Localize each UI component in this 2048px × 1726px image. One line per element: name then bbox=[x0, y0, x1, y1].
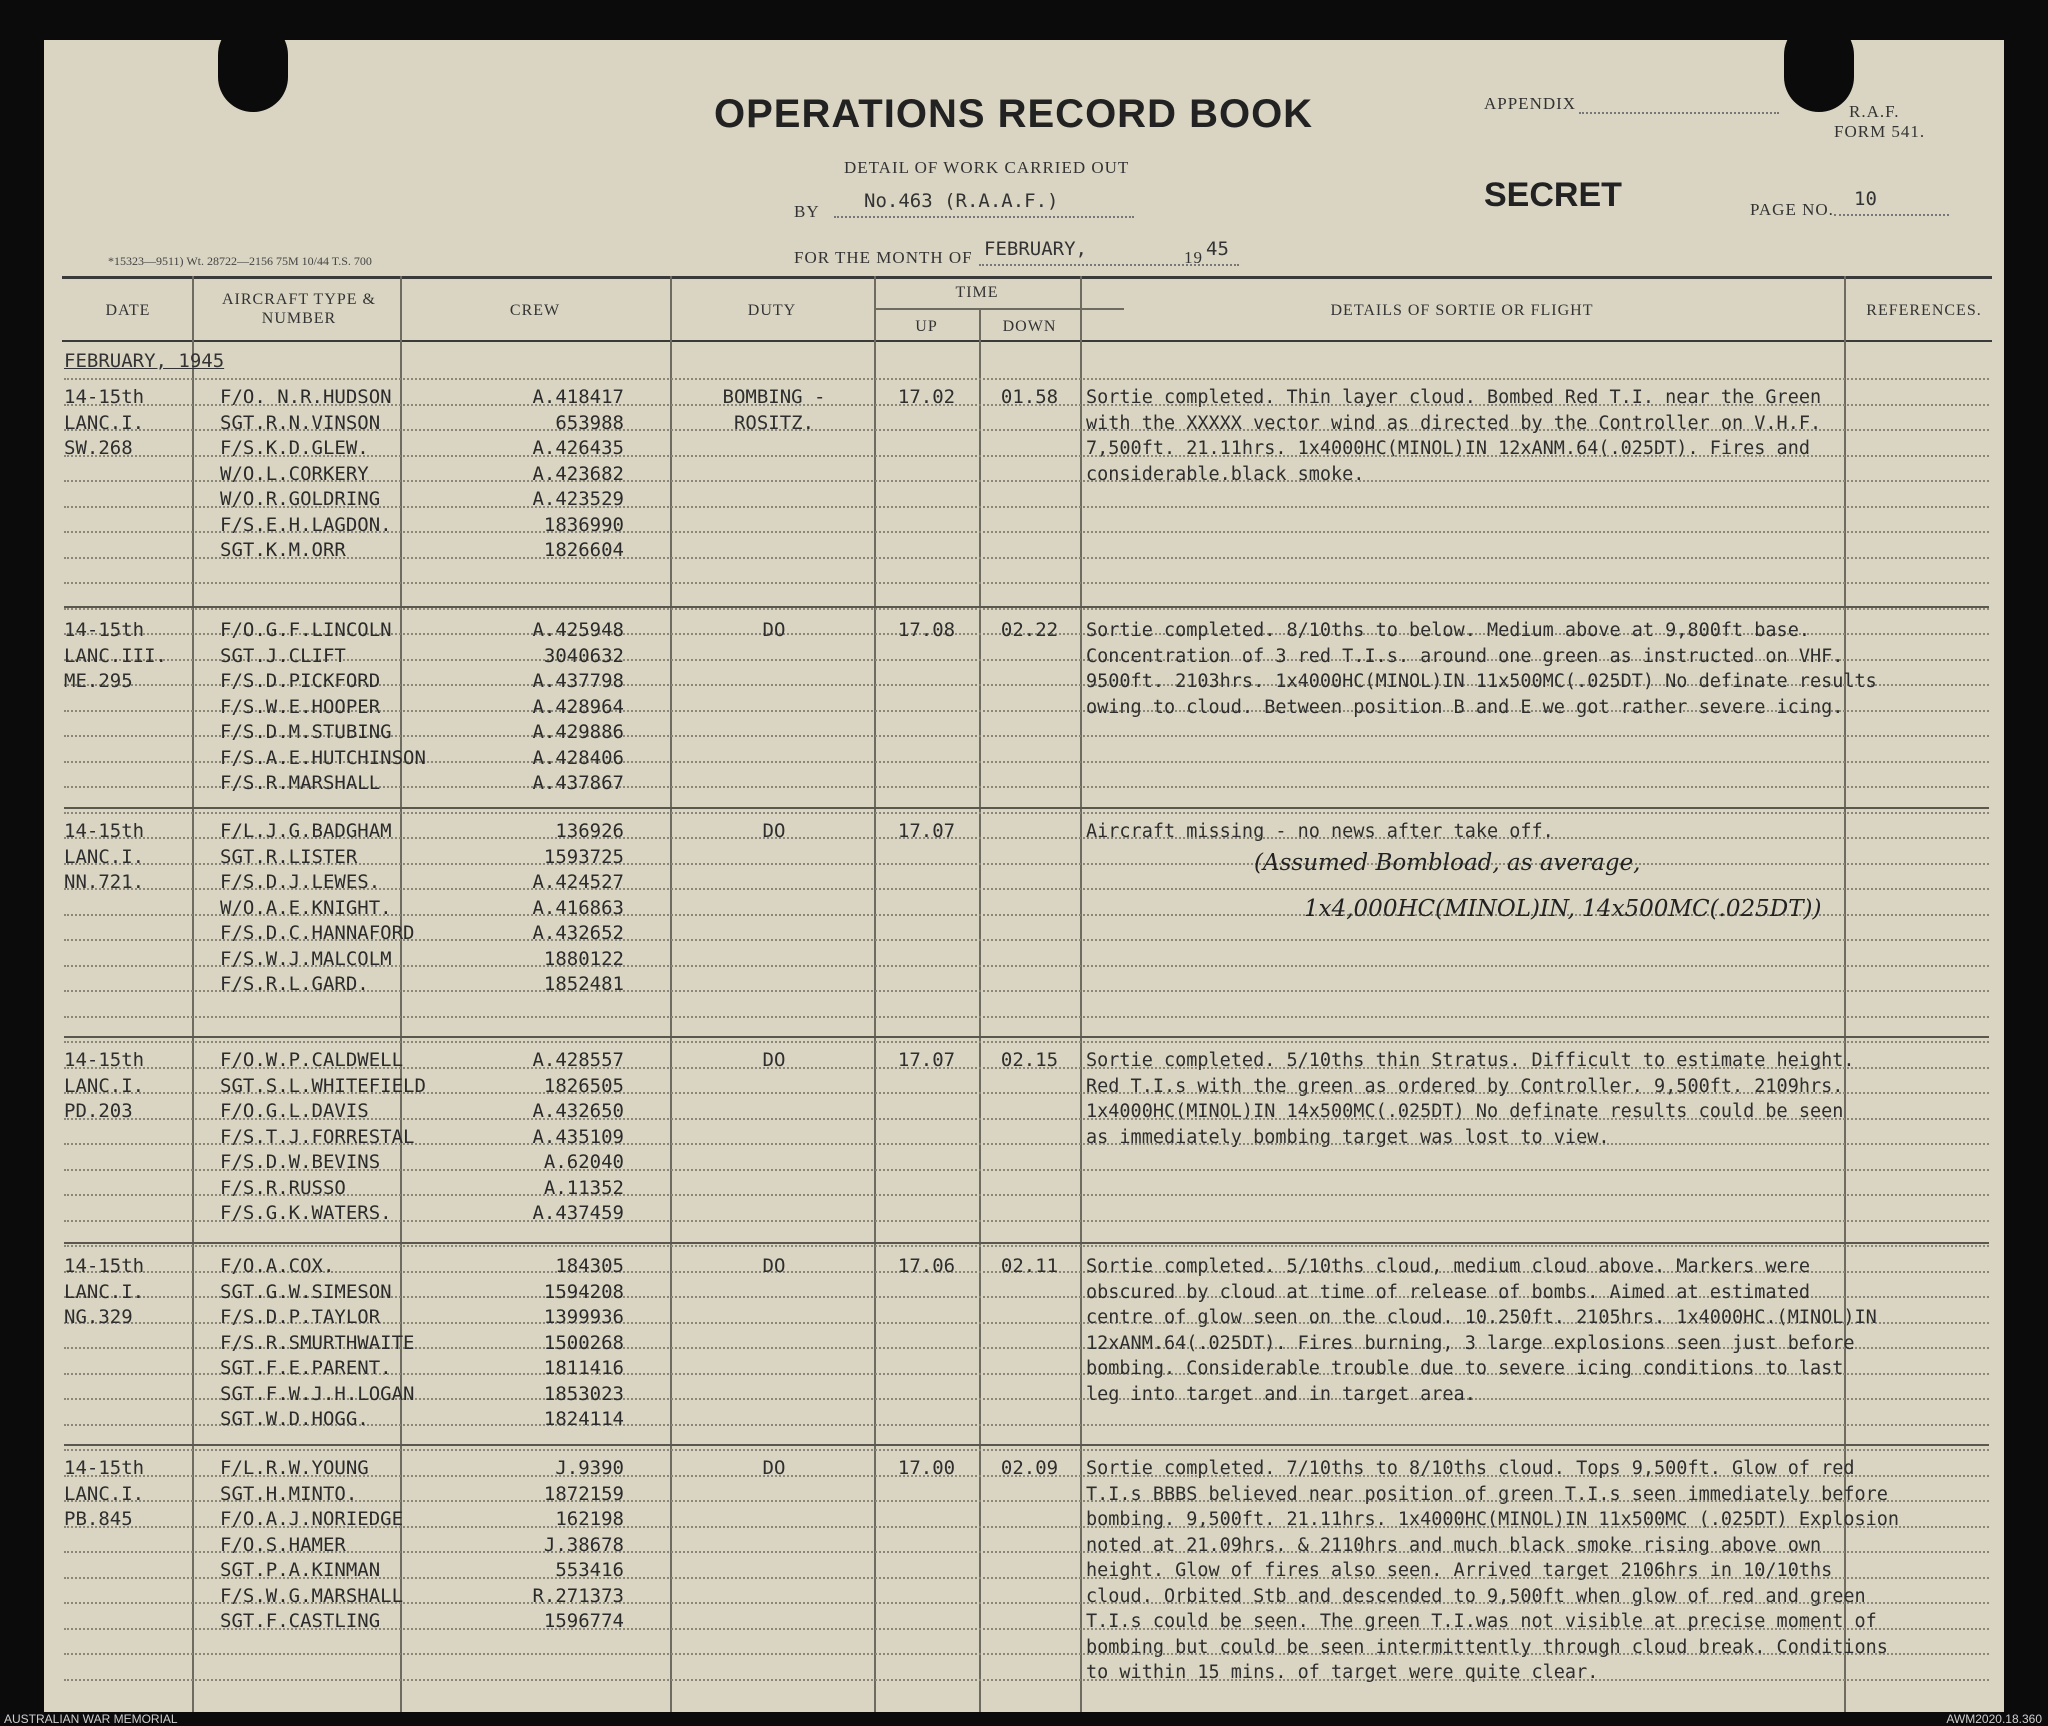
crew-member-name: F/S.D.J.LEWES. bbox=[220, 871, 381, 893]
time-down: 02.15 bbox=[1000, 1049, 1059, 1071]
footer-right: AWM2020.18.360 bbox=[1946, 1712, 2042, 1726]
col-divider-crew bbox=[670, 276, 672, 1712]
entry-aircraft-type: LANC.I. bbox=[64, 1280, 145, 1303]
crew-member-name: F/O.G.L.DAVIS bbox=[220, 1100, 369, 1122]
print-reference: *15323—9511) Wt. 28722—2156 75M 10/44 T.S. 700 bbox=[108, 254, 372, 268]
crew-member-name: W/O.R.GOLDRING bbox=[220, 488, 381, 510]
page-number: 10 bbox=[1854, 188, 1877, 210]
crew-member-number: 1880122 bbox=[543, 947, 624, 970]
col-divider-aircraft bbox=[400, 276, 402, 1712]
sortie-detail-line: Concentration of 3 red T.I.s. around one green as instructed on VHF. bbox=[1086, 645, 1844, 667]
sortie-detail-line: 1x4000HC(MINOL)IN 14x500MC(.025DT) No definate results could be seen bbox=[1086, 1101, 1844, 1122]
crew-member-number: 1826505 bbox=[543, 1074, 624, 1097]
ruled-line bbox=[64, 1245, 1989, 1247]
crew-member-number: A.437798 bbox=[532, 670, 624, 692]
record-sheet bbox=[44, 40, 2004, 1712]
sortie-detail-line: cloud. Orbited Stb and descended to 9,500ft when glow of red and green bbox=[1086, 1585, 1866, 1607]
entry-aircraft-number: NG.329 bbox=[64, 1306, 133, 1328]
crew-member-name: F/S.D.C.HANNAFORD bbox=[220, 922, 415, 944]
sortie-detail-line: Sortie completed. Thin layer cloud. Bombed Red T.I. near the Green bbox=[1086, 387, 1822, 408]
entry-date: 14-15th bbox=[64, 619, 145, 641]
crew-member-name: SGT.W.D.HOGG. bbox=[220, 1408, 369, 1430]
ruled-line bbox=[64, 812, 1989, 814]
crew-member-name: SGT.F.CASTLING bbox=[220, 1610, 381, 1632]
crew-member-number: 1596774 bbox=[543, 1610, 624, 1632]
entry-aircraft-type: LANC.I. bbox=[64, 845, 145, 868]
crew-member-name: F/O.A.J.NORIEDGE bbox=[220, 1508, 404, 1530]
crew-member-number: A.424527 bbox=[532, 871, 624, 893]
crew-member-name: F/S.W.J.MALCOLM bbox=[220, 947, 392, 970]
table-header-rule bbox=[62, 340, 1992, 342]
ruled-line bbox=[64, 1679, 1989, 1681]
sortie-detail-line: centre of glow seen on the cloud. 10.250ft. 2105hrs. 1x4000HC.(MINOL)IN bbox=[1086, 1307, 1877, 1328]
crew-member-number: A.432652 bbox=[532, 922, 624, 944]
entry-date: 14-15th bbox=[64, 386, 145, 408]
binder-hole-right bbox=[1784, 40, 1854, 112]
sortie-detail-line: to within 15 mins. of target were quite clear. bbox=[1086, 1662, 1599, 1683]
crew-member-name: F/S.R.SMURTHWAITE bbox=[220, 1331, 415, 1354]
crew-member-number: 1852481 bbox=[543, 973, 624, 995]
crew-member-name: F/S.D.P.TAYLOR bbox=[220, 1306, 381, 1328]
crew-member-number: 184305 bbox=[555, 1255, 624, 1277]
time-up: 17.00 bbox=[897, 1457, 956, 1479]
sortie-detail-line: considerable.black smoke. bbox=[1086, 463, 1365, 485]
col-header-aircraft: AIRCRAFT TYPE & NUMBER bbox=[222, 291, 376, 327]
entry-separator bbox=[64, 1242, 1989, 1244]
crew-member-number: 1593725 bbox=[543, 845, 624, 868]
page-line bbox=[1834, 214, 1949, 216]
crew-member-number: J.9390 bbox=[555, 1457, 624, 1479]
crew-member-number: A.428964 bbox=[532, 695, 624, 718]
sortie-detail-line: noted at 21.09hrs. & 2110hrs and much black smoke rising above own bbox=[1086, 1534, 1822, 1556]
col-header-duty: DUTY bbox=[747, 302, 797, 319]
crew-member-number: R.271373 bbox=[532, 1584, 624, 1607]
time-down: 01.58 bbox=[1000, 386, 1059, 408]
squadron-number: No.463 (R.A.A.F.) bbox=[864, 190, 1059, 212]
by-label: BY bbox=[794, 202, 820, 221]
crew-member-name: SGT.R.N.VINSON bbox=[220, 411, 381, 434]
col-header-references: REFERENCES. bbox=[1866, 302, 1982, 319]
month-label: FOR THE MONTH OF bbox=[794, 248, 973, 267]
col-header-crew: CREW bbox=[509, 302, 561, 319]
crew-member-name: SGT.H.MINTO. bbox=[220, 1482, 358, 1505]
sortie-detail-line: leg into target and in target area. bbox=[1086, 1383, 1476, 1405]
crew-member-name: F/S.R.L.GARD. bbox=[220, 973, 369, 995]
handwritten-note: 1x4,000HC(MINOL)IN, 14x500MC(.025DT)) bbox=[1304, 896, 1822, 922]
col-header-up: UP bbox=[915, 318, 938, 335]
by-line bbox=[834, 216, 1134, 218]
year-value: 45 bbox=[1206, 238, 1229, 260]
crew-member-number: J.38678 bbox=[543, 1533, 624, 1556]
entry-aircraft-number: PB.845 bbox=[64, 1508, 133, 1530]
crew-member-number: A.428406 bbox=[532, 746, 624, 769]
duty-text: ROSITZ. bbox=[733, 411, 815, 434]
time-up: 17.07 bbox=[897, 1049, 956, 1071]
duty-text: DO bbox=[762, 1457, 786, 1479]
appendix-label: APPENDIX bbox=[1484, 94, 1577, 113]
ruled-line bbox=[64, 1194, 1989, 1196]
sortie-detail-line: bombing but could be seen intermittently through cloud break. Conditions bbox=[1086, 1636, 1888, 1658]
crew-member-name: F/S.W.G.MARSHALL bbox=[220, 1584, 404, 1607]
month-heading: FEBRUARY, 1945 bbox=[64, 350, 225, 372]
col-divider-date bbox=[192, 276, 194, 1712]
crew-member-number: A.437867 bbox=[532, 772, 624, 794]
handwritten-note: (Assumed Bombload, as average, bbox=[1254, 850, 1641, 876]
crew-member-number: 162198 bbox=[555, 1508, 624, 1530]
crew-member-number: A.423529 bbox=[532, 488, 624, 510]
page-label: PAGE NO. bbox=[1750, 200, 1834, 219]
time-up: 17.07 bbox=[897, 820, 956, 842]
crew-member-name: W/O.L.CORKERY bbox=[220, 462, 369, 485]
col-header-time: TIME bbox=[955, 284, 999, 301]
sortie-detail-line: as immediately bombing target was lost to view. bbox=[1086, 1126, 1610, 1148]
crew-member-name: SGT.P.A.KINMAN bbox=[220, 1559, 381, 1581]
crew-member-name: F/S.W.E.HOOPER bbox=[220, 695, 381, 718]
page-title: OPERATIONS RECORD BOOK bbox=[714, 92, 1314, 136]
entry-separator bbox=[64, 1036, 1989, 1038]
form-ref-1: R.A.F. bbox=[1849, 102, 1900, 121]
crew-member-number: A.432650 bbox=[532, 1100, 624, 1122]
entry-aircraft-number: NN.721. bbox=[64, 871, 145, 893]
footer-left: AUSTRALIAN WAR MEMORIAL bbox=[4, 1712, 178, 1726]
ruled-line bbox=[64, 557, 1989, 559]
crew-member-name: F/S.G.K.WATERS. bbox=[220, 1202, 392, 1224]
crew-member-name: F/S.R.RUSSO bbox=[220, 1176, 346, 1199]
duty-text: DO bbox=[762, 619, 786, 641]
table-top-rule bbox=[62, 276, 1992, 279]
crew-member-name: W/O.A.E.KNIGHT. bbox=[220, 896, 392, 919]
crew-member-name: SGT.S.L.WHITEFIELD bbox=[220, 1074, 426, 1097]
crew-member-name: F/O.S.HAMER bbox=[220, 1533, 346, 1556]
time-up: 17.02 bbox=[897, 386, 956, 408]
time-down: 02.11 bbox=[1000, 1255, 1059, 1277]
entry-aircraft-type: LANC.I. bbox=[64, 1482, 145, 1505]
ruled-line bbox=[64, 1449, 1989, 1451]
sortie-detail-line: height. Glow of fires also seen. Arrived target 2106hrs in 10/10ths bbox=[1086, 1560, 1833, 1581]
crew-member-name: F/O.A.COX. bbox=[220, 1255, 335, 1277]
time-down: 02.09 bbox=[1000, 1457, 1059, 1479]
year-prefix: 19 bbox=[1184, 248, 1203, 267]
crew-member-name: F/S.E.H.LAGDON. bbox=[220, 513, 392, 536]
entry-date: 14-15th bbox=[64, 1049, 145, 1071]
crew-member-number: 1811416 bbox=[543, 1357, 624, 1379]
crew-member-number: A.416863 bbox=[532, 896, 624, 919]
entry-aircraft-number: ME.295 bbox=[64, 670, 133, 692]
crew-member-number: 1826604 bbox=[543, 539, 624, 561]
crew-member-number: A.429886 bbox=[532, 721, 624, 743]
crew-member-name: F/L.R.W.YOUNG bbox=[220, 1457, 369, 1479]
ruled-line bbox=[64, 1041, 1989, 1043]
duty-text: DO bbox=[762, 820, 786, 842]
col-header-down: DOWN bbox=[1002, 318, 1057, 335]
crew-member-name: SGT.F.E.PARENT. bbox=[220, 1357, 392, 1379]
entry-aircraft-type: LANC.III. bbox=[64, 644, 167, 667]
ruled-line bbox=[64, 378, 1989, 380]
crew-member-number: 553416 bbox=[555, 1559, 624, 1581]
entry-aircraft-number: SW.268 bbox=[64, 437, 133, 459]
crew-member-number: 1853023 bbox=[543, 1382, 624, 1405]
sortie-detail-line: T.I.s could be seen. The green T.I.was not visible at precise moment of bbox=[1086, 1611, 1877, 1632]
entry-separator bbox=[64, 1444, 1989, 1446]
crew-member-name: F/S.R.MARSHALL bbox=[220, 772, 381, 794]
crew-member-name: F/S.K.D.GLEW. bbox=[220, 437, 369, 459]
sortie-detail-line: bombing. Considerable trouble due to severe icing conditions to last bbox=[1086, 1358, 1844, 1379]
sortie-detail-line: T.I.s BBBS believed near position of green T.I.s seen immediately before bbox=[1086, 1483, 1888, 1505]
binder-hole-left bbox=[218, 40, 288, 112]
month-value: FEBRUARY, bbox=[984, 238, 1087, 260]
sortie-detail-line: 7,500ft. 21.11hrs. 1x4000HC(MINOL)IN 12xANM.64(.025DT). Fires and bbox=[1086, 438, 1810, 459]
duty-text: DO bbox=[762, 1049, 786, 1071]
crew-member-number: 1500268 bbox=[543, 1331, 624, 1354]
duty-text: DO bbox=[762, 1255, 786, 1277]
sortie-detail-line: owing to cloud. Between position B and E we got rather severe icing. bbox=[1086, 696, 1844, 718]
crew-member-number: 3040632 bbox=[543, 644, 624, 667]
time-up: 17.08 bbox=[897, 619, 956, 641]
crew-member-name: SGT.J.CLIFT bbox=[220, 644, 346, 667]
entry-aircraft-type: LANC.I. bbox=[64, 411, 145, 434]
ruled-line bbox=[64, 1016, 1989, 1018]
crew-member-number: 1399936 bbox=[543, 1306, 624, 1328]
crew-member-number: A.426435 bbox=[532, 437, 624, 459]
crew-member-number: A.11352 bbox=[543, 1176, 624, 1199]
crew-member-name: F/S.T.J.FORRESTAL bbox=[220, 1125, 415, 1148]
sortie-detail-line: Sortie completed. 5/10ths thin Stratus. Difficult to estimate height. bbox=[1086, 1050, 1855, 1071]
crew-member-name: F/S.A.E.HUTCHINSON bbox=[220, 746, 426, 769]
entry-aircraft-type: LANC.I. bbox=[64, 1074, 145, 1097]
crew-member-name: F/S.D.W.BEVINS bbox=[220, 1151, 381, 1173]
col-header-date: DATE bbox=[105, 302, 151, 319]
col-header-details: DETAILS OF SORTIE OR FLIGHT bbox=[1330, 302, 1594, 319]
page-subtitle: DETAIL OF WORK CARRIED OUT bbox=[844, 158, 1130, 177]
crew-member-name: SGT.G.W.SIMESON bbox=[220, 1280, 392, 1303]
sortie-detail-line: Aircraft missing - no news after take off. bbox=[1086, 821, 1554, 842]
entry-date: 14-15th bbox=[64, 1255, 145, 1277]
col-divider-duty bbox=[874, 276, 876, 1712]
crew-member-name: F/O.W.P.CALDWELL bbox=[220, 1049, 404, 1071]
form-ref-2: FORM 541. bbox=[1834, 122, 1926, 141]
crew-member-name: SGT.K.M.ORR bbox=[220, 539, 346, 561]
sortie-detail-line: Sortie completed. 7/10ths to 8/10ths cloud. Tops 9,500ft. Glow of red bbox=[1086, 1458, 1855, 1479]
crew-member-name: F/S.D.PICKFORD bbox=[220, 670, 381, 692]
crew-member-number: A.437459 bbox=[532, 1202, 624, 1224]
time-down: 02.22 bbox=[1000, 619, 1059, 641]
crew-member-number: 1836990 bbox=[543, 513, 624, 536]
crew-member-number: A.423682 bbox=[532, 462, 624, 485]
duty-text: BOMBING - bbox=[722, 386, 826, 408]
sortie-detail-line: 12xANM.64(.025DT). Fires burning, 3 large explosions seen just before bbox=[1086, 1332, 1855, 1354]
col-divider-time bbox=[1080, 276, 1082, 1712]
crew-member-name: SGT.F.W.J.H.LOGAN bbox=[220, 1382, 415, 1405]
sortie-detail-line: 9500ft. 2103hrs. 1x4000HC(MINOL)IN 11x500MC(.025DT) No definate results bbox=[1086, 671, 1877, 692]
crew-member-number: 136926 bbox=[555, 820, 624, 842]
secret-stamp: SECRET bbox=[1484, 176, 1622, 214]
entry-separator bbox=[64, 807, 1989, 809]
crew-member-number: A.435109 bbox=[532, 1125, 624, 1148]
crew-member-name: F/S.D.M.STUBING bbox=[220, 721, 392, 743]
ruled-line bbox=[64, 582, 1989, 584]
sortie-detail-line: Red T.I.s with the green as ordered by Controller. 9,500ft. 2109hrs. bbox=[1086, 1075, 1844, 1097]
crew-member-number: A.62040 bbox=[543, 1151, 624, 1173]
time-up: 17.06 bbox=[897, 1255, 956, 1277]
appendix-line bbox=[1579, 112, 1779, 114]
entry-aircraft-number: PD.203 bbox=[64, 1100, 133, 1122]
crew-member-name: F/O. N.R.HUDSON bbox=[220, 386, 392, 408]
crew-member-name: F/O.G.F.LINCOLN bbox=[220, 619, 392, 641]
sortie-detail-line: with the XXXXX vector wind as directed by the Controller on V.H.F. bbox=[1086, 412, 1822, 434]
sortie-detail-line: bombing. 9,500ft. 21.11hrs. 1x4000HC(MINOL)IN 11x500MC (.025DT) Explosion bbox=[1086, 1509, 1900, 1530]
sortie-detail-line: Sortie completed. 5/10ths cloud, medium cloud above. Markers were bbox=[1086, 1256, 1810, 1277]
entry-date: 14-15th bbox=[64, 1457, 145, 1479]
crew-member-name: F/L.J.G.BADGHAM bbox=[220, 820, 392, 842]
entry-date: 14-15th bbox=[64, 820, 145, 842]
crew-member-name: SGT.R.LISTER bbox=[220, 845, 358, 868]
crew-member-number: A.425948 bbox=[532, 619, 624, 641]
crew-member-number: 1824114 bbox=[543, 1408, 624, 1430]
sortie-detail-line: obscured by cloud at time of release of bombs. Aimed at estimated bbox=[1086, 1281, 1810, 1303]
crew-member-number: A.418417 bbox=[532, 386, 624, 408]
crew-member-number: 1594208 bbox=[543, 1280, 624, 1303]
crew-member-number: 1872159 bbox=[543, 1482, 624, 1505]
entry-separator bbox=[64, 606, 1989, 608]
crew-member-number: 653988 bbox=[555, 411, 624, 434]
sortie-detail-line: Sortie completed. 8/10ths to below. Medium above at 9,800ft base. bbox=[1086, 620, 1810, 641]
crew-member-number: A.428557 bbox=[532, 1049, 624, 1071]
month-line bbox=[979, 264, 1239, 266]
